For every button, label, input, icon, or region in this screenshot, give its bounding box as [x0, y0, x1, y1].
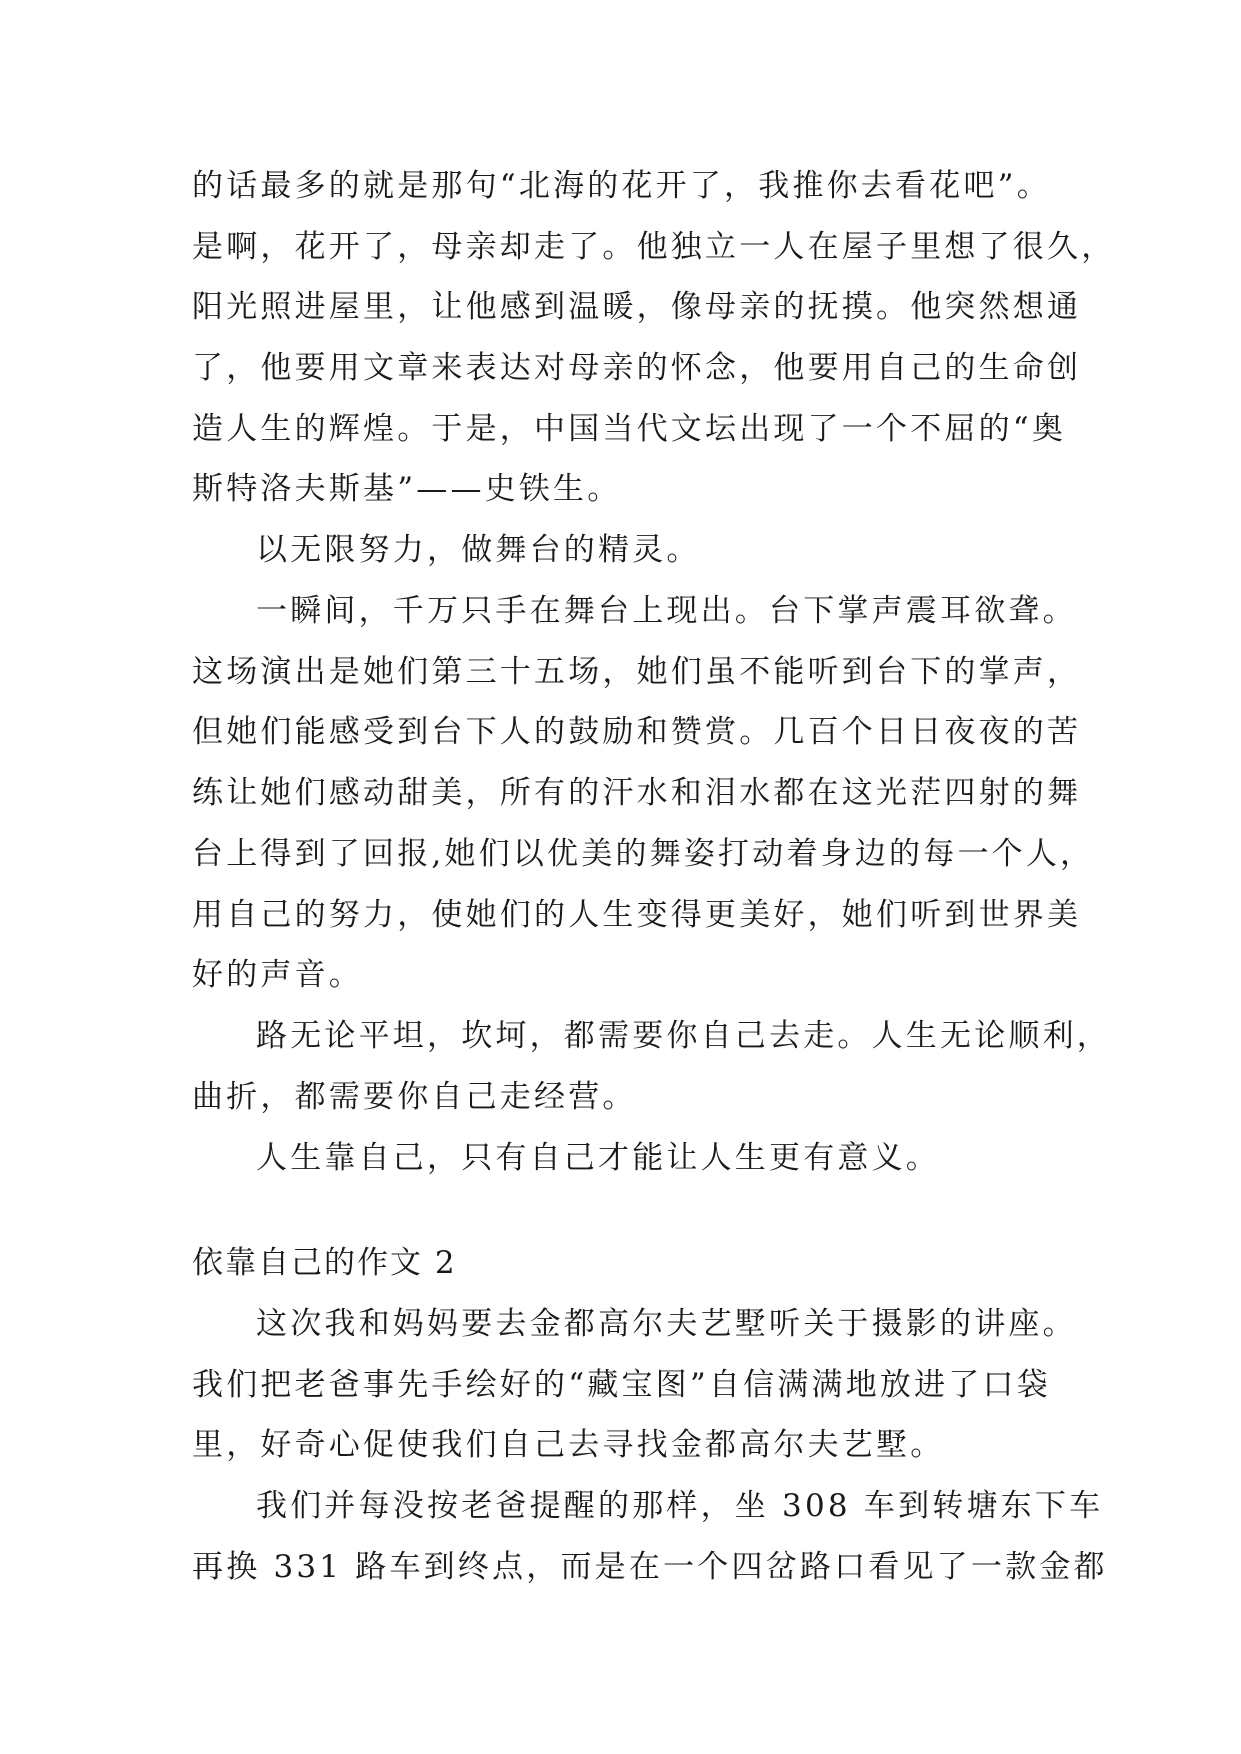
- text-line: 了，他要用文章来表达对母亲的怀念，他要用自己的生命创: [192, 350, 1082, 386]
- text-line: 这场演出是她们第三十五场，她们虽不能听到台下的掌声，: [192, 654, 1082, 690]
- text-line: 造人生的辉煌。于是，中国当代文坛出现了一个不屈的“奥: [192, 411, 1067, 447]
- text-line: 但她们能感受到台下人的鼓励和赞赏。几百个日日夜夜的苦: [192, 714, 1082, 750]
- text-line: 里，好奇心促使我们自己去寻找金都高尔夫艺墅。: [192, 1427, 945, 1463]
- paragraph-first-line: 路无论平坦，坎坷，都需要你自己去走。人生无论顺利，: [256, 1018, 1111, 1054]
- section-heading: 依靠自己的作文 2: [192, 1245, 457, 1281]
- text-line: 曲折，都需要你自己走经营。: [192, 1079, 637, 1115]
- paragraph-first-line: 以无限努力，做舞台的精灵。: [256, 532, 701, 568]
- text-line: 阳光照进屋里，让他感到温暖，像母亲的抚摸。他突然想通: [192, 289, 1082, 325]
- paragraph-first-line: 这次我和妈妈要去金都高尔夫艺墅听关于摄影的讲座。: [256, 1306, 1077, 1342]
- text-line: 练让她们感动甜美，所有的汗水和泪水都在这光茫四射的舞: [192, 775, 1082, 811]
- text-line: 是啊，花开了，母亲却走了。他独立一人在屋子里想了很久，: [192, 229, 1116, 265]
- text-line: 用自己的努力，使她们的人生变得更美好，她们听到世界美: [192, 897, 1082, 933]
- paragraph-first-line: 人生靠自己，只有自己才能让人生更有意义。: [256, 1140, 940, 1176]
- text-line: 台上得到了回报,她们以优美的舞姿打动着身边的每一个人，: [192, 836, 1095, 872]
- text-line: 的话最多的就是那句“北海的花开了，我推你去看花吧”。: [192, 168, 1051, 204]
- text-line: 好的声音。: [192, 957, 363, 993]
- text-line: 再换 331 路车到终点，而是在一个四岔路口看见了一款金都: [192, 1549, 1108, 1585]
- text-line: 斯特洛夫斯基”——史铁生。: [192, 471, 622, 507]
- text-line: 我们把老爸事先手绘好的“藏宝图”自信满满地放进了口袋: [192, 1367, 1051, 1403]
- paragraph-first-line: 我们并每没按老爸提醒的那样，坐 308 车到转塘东下车: [256, 1488, 1104, 1524]
- paragraph-first-line: 一瞬间，千万只手在舞台上现出。台下掌声震耳欲聋。: [256, 593, 1077, 629]
